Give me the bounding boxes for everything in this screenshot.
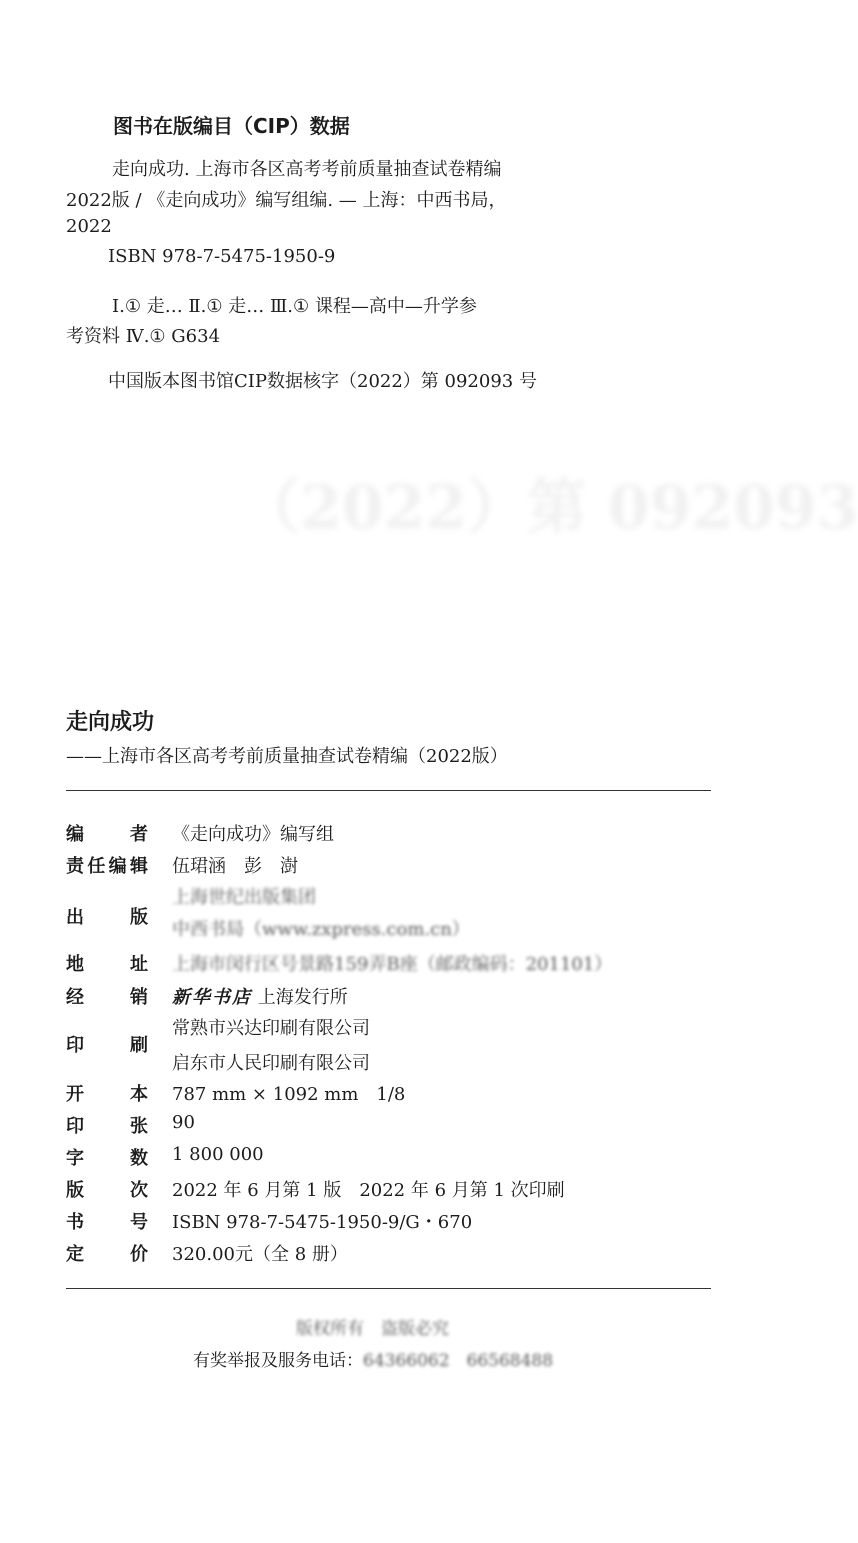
book-number-label: 书 号 (66, 1212, 148, 1233)
word-count-value: 1 800 000 (172, 1144, 264, 1165)
top-divider (66, 790, 711, 791)
book-title: 走向成功 (66, 710, 155, 735)
distributor-label: 经 销 (66, 987, 148, 1008)
word-count-label: 字 数 (66, 1148, 148, 1169)
cip-isbn: ISBN 978-7-5475-1950-9 (108, 246, 336, 267)
sheets-label: 印 张 (66, 1116, 148, 1137)
xinhua-bookstore-logo: 新华书店 (172, 987, 252, 1008)
responsible-editor-value: 伍珺涵 彭 澍 (172, 856, 298, 877)
distributor-name: 上海发行所 (257, 987, 348, 1008)
format-label: 开 本 (66, 1084, 148, 1105)
book-number-value: ISBN 978-7-5475-1950-9/G・670 (172, 1212, 473, 1233)
printer-2: 启东市人民印刷有限公司 (172, 1053, 370, 1074)
cip-line-3: 2022 (66, 216, 112, 237)
publisher-group: 上海世纪出版集团 (172, 887, 316, 908)
address-label: 地 址 (66, 954, 148, 975)
price-label: 定 价 (66, 1244, 148, 1265)
report-label: 有奖举报及服务电话： (193, 1351, 363, 1371)
publisher-name: 中西书局（www.zxpress.com.cn） (172, 919, 470, 940)
address-value: 上海市闵行区号景路159弄B座（邮政编码：201101） (172, 954, 613, 975)
show-through-text: （2022）第 092093 (240, 473, 858, 543)
rights-notice: 版权所有 盗版必究 (296, 1319, 449, 1339)
responsible-editor-label: 责任编辑 (66, 856, 148, 877)
cip-line-1: 走向成功. 上海市各区高考考前质量抽查试卷精编 (112, 159, 502, 180)
edition-value: 2022 年 6 月第 1 版 2022 年 6 月第 1 次印刷 (172, 1180, 565, 1201)
cip-title: 图书在版编目（CIP）数据 (113, 114, 350, 138)
bottom-divider (66, 1288, 711, 1289)
cip-line-2: 2022版 / 《走向成功》编写组编. — 上海：中西书局， (66, 190, 507, 211)
publisher-label: 出 版 (66, 907, 148, 928)
price-value: 320.00元（全 8 册） (172, 1244, 348, 1265)
report-hotline (193, 1346, 553, 1371)
format-value: 787 mm × 1092 mm 1/8 (172, 1084, 406, 1105)
distributor-value (172, 983, 348, 1009)
editor-value: 《走向成功》编写组 (172, 824, 334, 845)
book-subtitle: ——上海市各区高考考前质量抽查试卷精编（2022版） (66, 746, 508, 767)
cip-record-number: 中国版本图书馆CIP数据核字（2022）第 092093 号 (108, 371, 537, 392)
editor-label: 编 者 (66, 824, 148, 845)
cip-class-line-1: Ⅰ.① 走… Ⅱ.① 走… Ⅲ.① 课程—高中—升学参 (112, 296, 477, 317)
sheets-value: 90 (172, 1112, 195, 1133)
report-phone: 64366062 66568488 (363, 1351, 554, 1371)
edition-label: 版 次 (66, 1180, 148, 1201)
printer-label: 印 刷 (66, 1035, 148, 1056)
cip-class-line-2: 考资料 Ⅳ.① G634 (66, 326, 221, 347)
printer-1: 常熟市兴达印刷有限公司 (172, 1018, 370, 1039)
